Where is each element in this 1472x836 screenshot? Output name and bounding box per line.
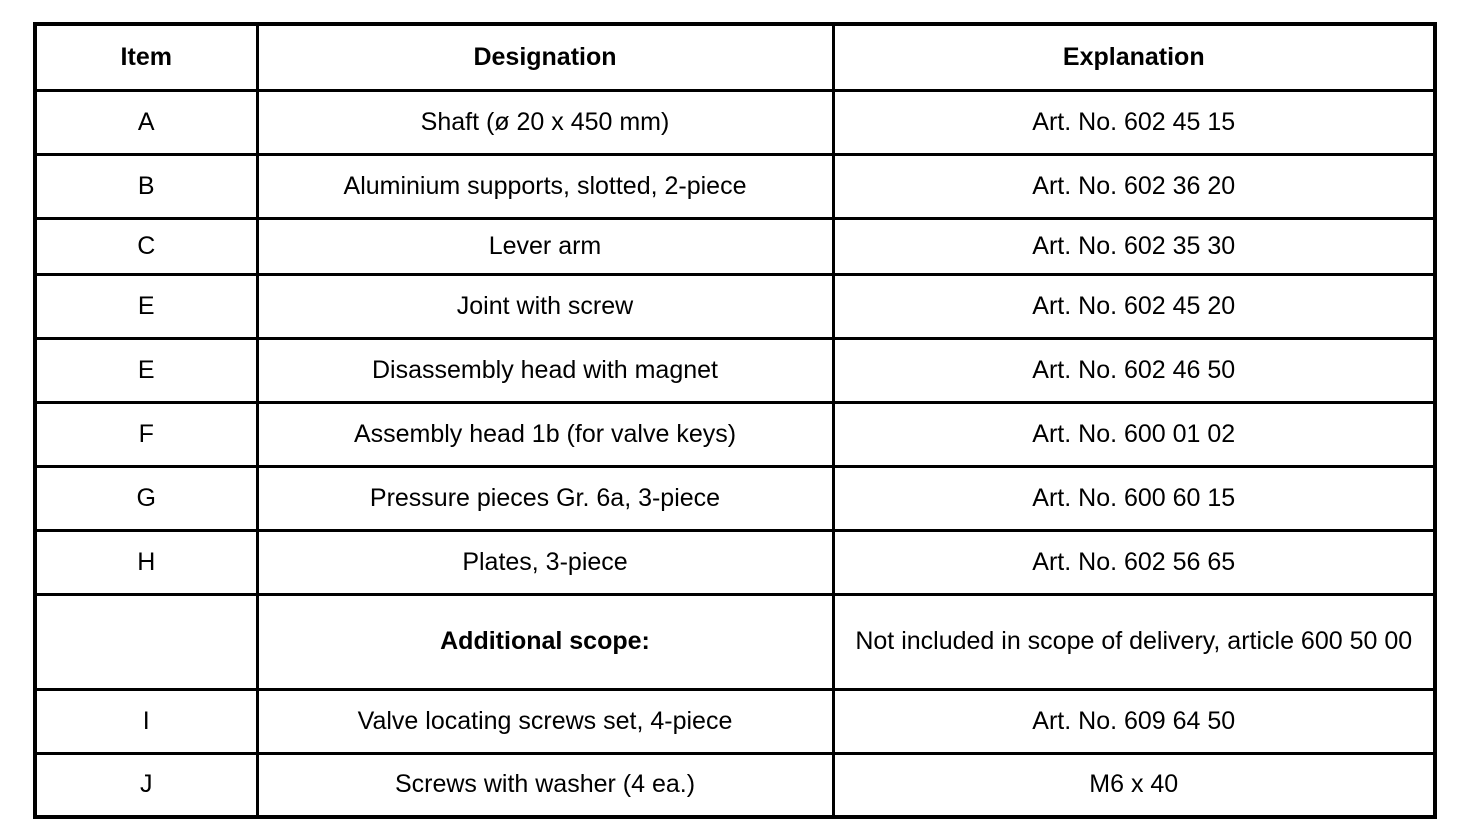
designation-cell: Shaft (ø 20 x 450 mm): [257, 90, 833, 154]
table-row: [35, 594, 1435, 689]
table-header-row: [35, 24, 1435, 90]
item-cell: C: [35, 218, 257, 274]
explanation-cell: Art. No. 600 60 15: [833, 466, 1435, 530]
designation-cell: Disassembly head with magnet: [257, 338, 833, 402]
header-explanation: Explanation: [833, 24, 1435, 90]
table-row: [35, 753, 1435, 817]
table-row: [35, 274, 1435, 338]
item-cell: [35, 594, 257, 689]
item-cell: A: [35, 90, 257, 154]
designation-cell: Valve locating screws set, 4-piece: [257, 689, 833, 753]
explanation-cell: Art. No. 600 01 02: [833, 402, 1435, 466]
item-cell: B: [35, 154, 257, 218]
table-row: [35, 154, 1435, 218]
designation-cell: Joint with screw: [257, 274, 833, 338]
designation-cell: Lever arm: [257, 218, 833, 274]
table-row: [35, 402, 1435, 466]
item-cell: I: [35, 689, 257, 753]
explanation-cell: Not included in scope of delivery, article 600 50 00: [833, 594, 1435, 689]
table-row: [35, 90, 1435, 154]
item-cell: J: [35, 753, 257, 817]
table-row: [35, 466, 1435, 530]
explanation-cell: Art. No. 602 45 15: [833, 90, 1435, 154]
item-cell: E: [35, 274, 257, 338]
item-cell: F: [35, 402, 257, 466]
explanation-cell: Art. No. 602 36 20: [833, 154, 1435, 218]
explanation-cell: Art. No. 602 35 30: [833, 218, 1435, 274]
explanation-cell: M6 x 40: [833, 753, 1435, 817]
explanation-cell: Art. No. 602 46 50: [833, 338, 1435, 402]
parts-table: [33, 22, 1437, 819]
header-designation: Designation: [257, 24, 833, 90]
table-row: [35, 218, 1435, 274]
explanation-cell: Art. No. 602 56 65: [833, 530, 1435, 594]
designation-cell: Screws with washer (4 ea.): [257, 753, 833, 817]
item-cell: G: [35, 466, 257, 530]
designation-cell: Aluminium supports, slotted, 2-piece: [257, 154, 833, 218]
item-cell: E: [35, 338, 257, 402]
table-row: [35, 338, 1435, 402]
table-row: [35, 530, 1435, 594]
item-cell: H: [35, 530, 257, 594]
additional-scope-heading: Additional scope:: [257, 594, 833, 689]
designation-cell: Assembly head 1b (for valve keys): [257, 402, 833, 466]
table-row: [35, 689, 1435, 753]
designation-cell: Pressure pieces Gr. 6a, 3-piece: [257, 466, 833, 530]
explanation-cell: Art. No. 602 45 20: [833, 274, 1435, 338]
designation-cell: Plates, 3-piece: [257, 530, 833, 594]
explanation-cell: Art. No. 609 64 50: [833, 689, 1435, 753]
header-item: Item: [35, 24, 257, 90]
